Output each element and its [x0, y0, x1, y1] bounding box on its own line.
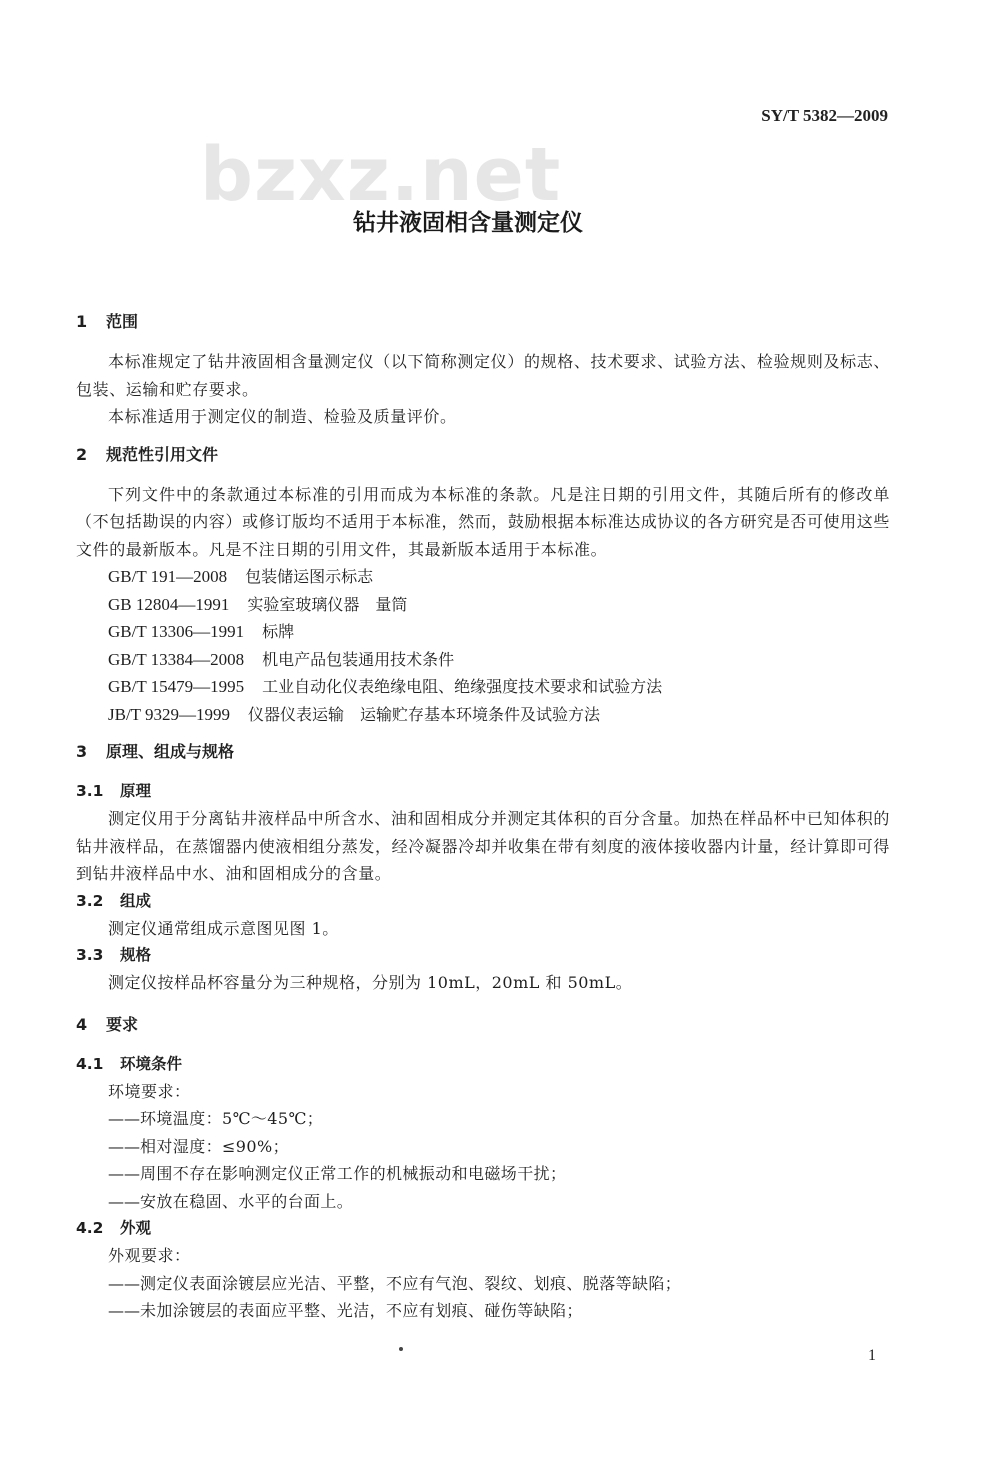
- section-2-heading: 2 规范性引用文件: [76, 444, 219, 464]
- reference-item: GB/T 15479—1995 工业自动化仪表绝缘电阻、绝缘强度技术要求和试验方法: [108, 677, 663, 696]
- section-3-1-paragraph: 测定仪用于分离钻井液样品中所含水、油和固相成分并测定其体积的百分含量。加热在样品杯中已知体积的钻井液样品，在蒸馏器内使液相组分蒸发，经冷凝器冷却并收集在带有刻度的液体接收器内计量，经计算即可得到钻井液样品中水、油和固相成分的含量。: [76, 809, 890, 883]
- section-4-2-heading: 4.2 外观: [76, 1219, 152, 1237]
- section-3-2-heading: 3.2 组成: [76, 891, 152, 910]
- page-number: 1: [868, 1347, 876, 1364]
- section-4-1-heading: 4.1 环境条件: [76, 1054, 183, 1073]
- list-item: ——未加涂镀层的表面应平整、光洁，不应有划痕、碰伤等缺陷；: [108, 1301, 583, 1320]
- standard-code: SY/T 5382—2009: [761, 106, 888, 125]
- list-item: ——相对湿度：≤90%；: [108, 1136, 289, 1156]
- reference-item: GB/T 13306—1991 标牌: [108, 622, 295, 641]
- reference-item: GB 12804—1991 实验室玻璃仪器 量筒: [108, 594, 408, 614]
- document-body: [76, 308, 890, 1325]
- section-3-3-heading: 3.3 规格: [76, 946, 152, 964]
- section-1-paragraph-2: 本标准适用于测定仪的制造、检验及质量评价。: [108, 407, 457, 426]
- section-3-1-heading: 3.1 原理: [76, 782, 152, 800]
- section-4-1-intro: 环境要求：: [108, 1081, 191, 1101]
- section-1-heading: 1 范围: [76, 312, 139, 331]
- list-item: ——环境温度：5℃～45℃；: [108, 1109, 324, 1128]
- watermark-logo: bzxz.net: [200, 132, 562, 218]
- reference-item: JB/T 9329—1999 仪器仪表运输 运输贮存基本环境条件及试验方法: [108, 704, 601, 724]
- list-item: ——测定仪表面涂镀层应光洁、平整，不应有气泡、裂纹、划痕、脱落等缺陷；: [108, 1273, 682, 1293]
- section-1-paragraph-1: 本标准规定了钻井液固相含量测定仪（以下简称测定仪）的规格、技术要求、试验方法、检验规则及标志、包装、运输和贮存要求。: [76, 352, 890, 399]
- section-3-2-text: 测定仪通常组成示意图见图 1。: [108, 918, 339, 938]
- section-3-heading: 3 原理、组成与规格: [76, 742, 235, 761]
- reference-item: GB/T 191—2008 包装储运图示标志: [108, 567, 374, 586]
- reference-item: GB/T 13384—2008 机电产品包装通用技术条件: [108, 649, 455, 669]
- scan-speck: [399, 1347, 403, 1351]
- section-2-paragraph: 下列文件中的条款通过本标准的引用而成为本标准的条款。凡是注日期的引用文件，其随后所有的修改单（不包括勘误的内容）或修订版均不适用于本标准，然而，鼓励根据本标准达成协议的各方研究是否可使用这些文件的最新版本。凡是不注日期的引用文件，其最新版本适用于本标准。: [76, 484, 890, 559]
- list-item: ——安放在稳固、水平的台面上。: [108, 1191, 354, 1211]
- section-4-heading: 4 要求: [76, 1014, 139, 1034]
- section-3-3-text: 测定仪按样品杯容量分为三种规格，分别为 10mL，20mL 和 50mL。: [108, 973, 633, 992]
- document-title: 钻井液固相含量测定仪: [353, 210, 583, 236]
- section-4-2-intro: 外观要求：: [108, 1246, 191, 1265]
- list-item: ——周围不存在影响测定仪正常工作的机械振动和电磁场干扰；: [108, 1164, 567, 1183]
